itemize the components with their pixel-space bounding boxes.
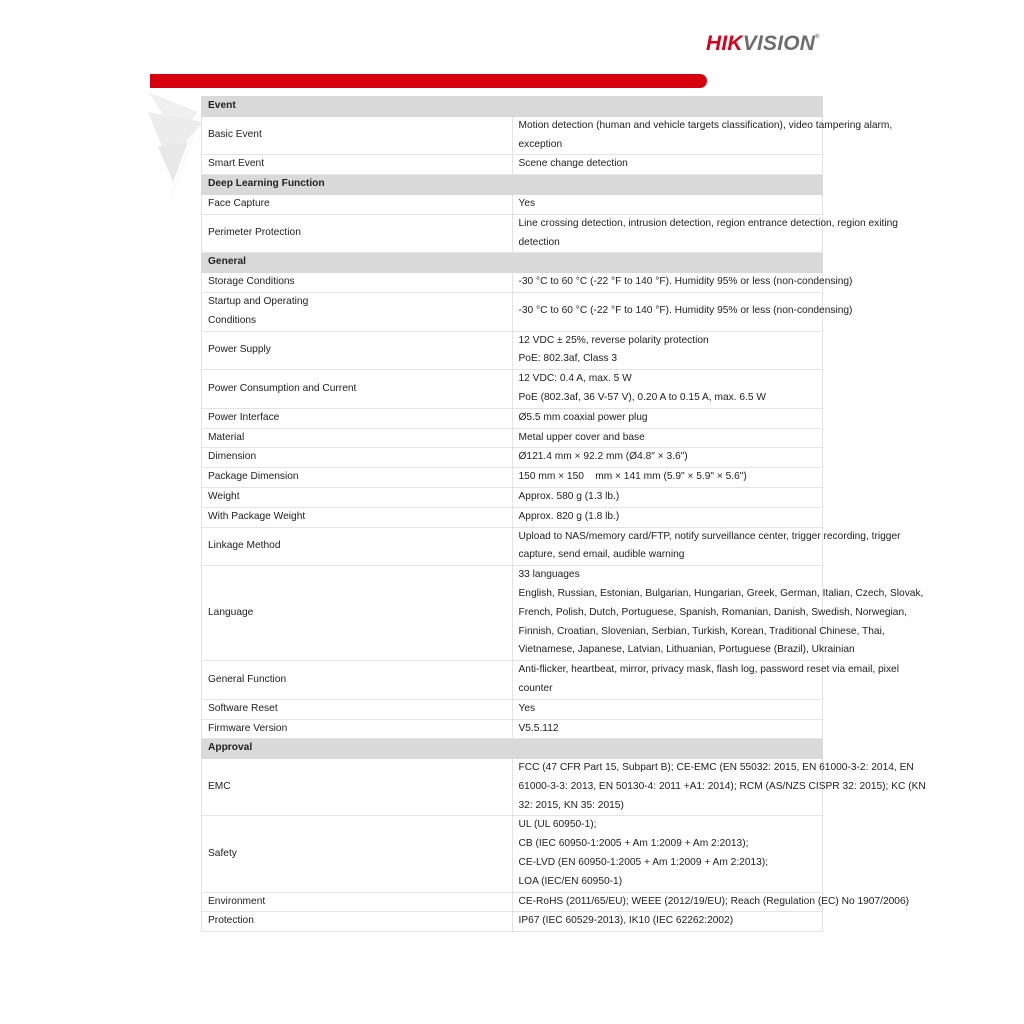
spec-value xyxy=(512,214,898,253)
spec-label xyxy=(202,759,513,816)
spec-label xyxy=(202,214,513,253)
section-header-row xyxy=(202,253,823,273)
spec-label-line: General Function xyxy=(208,673,287,685)
spec-label xyxy=(202,448,513,468)
spec-value xyxy=(512,155,823,175)
spec-label-line: EMC xyxy=(208,780,231,792)
spec-row xyxy=(202,487,823,507)
spec-value-line: Line crossing detection, intrusion detection, region entrance detection, region exiting xyxy=(518,217,898,229)
spec-value-line: exception xyxy=(518,138,563,150)
section-title: Approval xyxy=(202,739,823,759)
spec-label-line: Smart Event xyxy=(208,158,265,170)
spec-label-line: Linkage Method xyxy=(208,539,281,551)
spec-value-line: Yes xyxy=(518,197,536,209)
spec-value xyxy=(512,448,823,468)
spec-label-line: Protection xyxy=(208,915,254,927)
spec-value xyxy=(512,816,823,892)
spec-value xyxy=(512,273,853,293)
spec-label-line: Face Capture xyxy=(208,197,270,209)
spec-value xyxy=(512,292,853,331)
spec-value-line: CE-RoHS (2011/65/EU); WEEE (2012/19/EU); Reach (Regulation (EC) No 1907/2006) xyxy=(518,895,910,907)
spec-value xyxy=(512,468,823,488)
section-title: General xyxy=(202,253,823,273)
spec-label xyxy=(202,116,513,155)
spec-row xyxy=(202,214,823,253)
spec-label xyxy=(202,699,513,719)
spec-row xyxy=(202,816,823,892)
spec-label-line: Power Consumption and Current xyxy=(208,382,357,394)
spec-row xyxy=(202,699,823,719)
spec-value-line: capture, send email, audible warning xyxy=(518,549,685,561)
spec-label-line: Basic Event xyxy=(208,129,262,141)
spec-value-line: Metal upper cover and base xyxy=(518,431,645,443)
spec-label xyxy=(202,292,513,331)
spec-value-line: Approx. 580 g (1.3 lb.) xyxy=(518,490,620,502)
section-title: Event xyxy=(202,97,823,117)
spec-label xyxy=(202,816,513,892)
spec-value xyxy=(512,759,926,816)
spec-value xyxy=(512,699,823,719)
spec-value-line: LOA (IEC/EN 60950-1) xyxy=(518,875,623,887)
spec-label xyxy=(202,566,513,661)
spec-row xyxy=(202,527,823,566)
spec-label-line: Material xyxy=(208,431,245,443)
spec-label xyxy=(202,428,513,448)
spec-value-line: Motion detection (human and vehicle targets classification), video tampering alarm, xyxy=(518,119,893,131)
spec-value xyxy=(512,719,823,739)
spec-value-line: Ø121.4 mm × 92.2 mm (Ø4.8" × 3.6") xyxy=(518,451,688,463)
spec-label-line: Weight xyxy=(208,490,240,502)
section-header-row xyxy=(202,739,823,759)
spec-value-line: detection xyxy=(518,236,560,248)
spec-value-line: Ø5.5 mm coaxial power plug xyxy=(518,411,648,423)
spec-label-line: Package Dimension xyxy=(208,471,299,483)
registered-mark: ® xyxy=(815,34,820,40)
spec-label-line: Perimeter Protection xyxy=(208,227,301,239)
spec-value xyxy=(512,507,823,527)
spec-row xyxy=(202,566,823,661)
spec-row xyxy=(202,507,823,527)
spec-value xyxy=(512,527,901,566)
spec-row xyxy=(202,408,823,428)
header-red-bar xyxy=(150,74,707,88)
spec-table xyxy=(201,96,926,932)
spec-row xyxy=(202,116,823,155)
spec-label xyxy=(202,487,513,507)
spec-row xyxy=(202,331,823,370)
spec-label xyxy=(202,892,513,912)
spec-value xyxy=(512,408,823,428)
logo-gray-part: VISION xyxy=(742,32,816,55)
spec-value-line: 12 VDC: 0.4 A, max. 5 W xyxy=(518,373,632,385)
spec-value-line: CB (IEC 60950-1:2005 + Am 1:2009 + Am 2:2013); xyxy=(518,838,749,850)
spec-value-line: 61000-3-3: 2013, EN 50130-4: 2011 +A1: 2014); RCM (AS/NZS CISPR 32: 2015); KC (KN xyxy=(518,780,926,792)
spec-label-line: Power Interface xyxy=(208,411,280,423)
spec-value-line: PoE: 802.3af, Class 3 xyxy=(518,353,618,365)
spec-label-line: Software Reset xyxy=(208,702,278,714)
spec-row xyxy=(202,892,823,912)
spec-label xyxy=(202,527,513,566)
spec-label-line: Storage Conditions xyxy=(208,276,295,288)
spec-value xyxy=(512,116,893,155)
section-header-row xyxy=(202,97,823,117)
spec-row xyxy=(202,194,823,214)
spec-value-line: 32: 2015, KN 35: 2015) xyxy=(518,799,624,811)
spec-row xyxy=(202,448,823,468)
spec-value-line: English, Russian, Estonian, Bulgarian, Hungarian, Greek, German, Italian, Czech, Slovak, xyxy=(518,587,924,599)
spec-value-line: -30 °C to 60 °C (-22 °F to 140 °F). Humidity 95% or less (non-condensing) xyxy=(518,305,853,317)
spec-label xyxy=(202,507,513,527)
spec-value-line: PoE (802.3af, 36 V-57 V), 0.20 A to 0.15 A, max. 6.5 W xyxy=(518,391,766,403)
spec-value-line: IP67 (IEC 60529-2013), IK10 (IEC 62262:2002) xyxy=(518,915,734,927)
spec-table-body xyxy=(202,97,926,932)
spec-value-line: Scene change detection xyxy=(518,158,628,170)
spec-value-line: Yes xyxy=(518,702,536,714)
spec-value-line: Approx. 820 g (1.8 lb.) xyxy=(518,510,620,522)
spec-row xyxy=(202,273,823,293)
spec-row xyxy=(202,759,823,816)
spec-label-line: Safety xyxy=(208,847,237,859)
spec-value xyxy=(512,912,823,932)
spec-value xyxy=(512,661,899,700)
spec-row xyxy=(202,468,823,488)
spec-value xyxy=(512,892,910,912)
spec-value-line: -30 °C to 60 °C (-22 °F to 140 °F). Humidity 95% or less (non-condensing) xyxy=(518,276,853,288)
spec-label xyxy=(202,912,513,932)
logo-red-part: HIK xyxy=(706,32,743,55)
spec-row xyxy=(202,719,823,739)
spec-value xyxy=(512,370,823,409)
spec-row xyxy=(202,661,823,700)
spec-row xyxy=(202,292,823,331)
spec-value-line: UL (UL 60950-1); xyxy=(518,819,597,831)
spec-label-line: Power Supply xyxy=(208,343,271,355)
spec-value xyxy=(512,428,823,448)
spec-row xyxy=(202,428,823,448)
spec-value xyxy=(512,194,823,214)
spec-label-line: Language xyxy=(208,606,254,618)
spec-value xyxy=(512,566,924,661)
spec-value-line: Finnish, Croatian, Slovenian, Serbian, Turkish, Korean, Traditional Chinese, Thai, xyxy=(518,625,885,637)
spec-label-line: Firmware Version xyxy=(208,722,288,734)
spec-label xyxy=(202,331,513,370)
spec-label xyxy=(202,468,513,488)
spec-value-line: 12 VDC ± 25%, reverse polarity protection xyxy=(518,334,709,346)
spec-value-line: Upload to NAS/memory card/FTP, notify surveillance center, trigger recording, trigger xyxy=(518,530,901,542)
spec-row xyxy=(202,370,823,409)
hikvision-logo xyxy=(706,32,820,56)
spec-label-line: Dimension xyxy=(208,451,257,463)
spec-label xyxy=(202,719,513,739)
spec-label xyxy=(202,408,513,428)
spec-value-line: Vietnamese, Japanese, Latvian, Lithuanian, Portuguese (Brazil), Ukrainian xyxy=(518,644,855,656)
spec-label xyxy=(202,370,513,409)
spec-value xyxy=(512,487,823,507)
spec-row xyxy=(202,155,823,175)
spec-label-line: Startup and Operating xyxy=(208,295,309,307)
spec-value-line: V5.5.112 xyxy=(518,722,559,734)
spec-label xyxy=(202,194,513,214)
spec-label xyxy=(202,661,513,700)
spec-label xyxy=(202,273,513,293)
spec-label xyxy=(202,155,513,175)
spec-label-line: Conditions xyxy=(208,314,257,326)
spec-value xyxy=(512,331,823,370)
spec-value-line: French, Polish, Dutch, Portuguese, Spanish, Romanian, Danish, Swedish, Norwegian, xyxy=(518,606,907,618)
spec-value-line: 150 mm × 150 mm × 141 mm (5.9" × 5.9" × 5.6") xyxy=(518,471,747,483)
spec-label-line: Environment xyxy=(208,895,266,907)
spec-value-line: FCC (47 CFR Part 15, Subpart B); CE-EMC (EN 55032: 2015, EN 61000-3-2: 2014, EN xyxy=(518,762,914,774)
spec-value-line: 33 languages xyxy=(518,569,580,581)
section-title: Deep Learning Function xyxy=(202,175,823,195)
spec-value-line: Anti-flicker, heartbeat, mirror, privacy mask, flash log, password reset via email, pixel xyxy=(518,664,899,676)
spec-value-line: CE-LVD (EN 60950-1:2005 + Am 1:2009 + Am 2:2013); xyxy=(518,857,769,869)
section-header-row xyxy=(202,175,823,195)
spec-value-line: counter xyxy=(518,682,553,694)
spec-label-line: With Package Weight xyxy=(208,510,306,522)
spec-row xyxy=(202,912,823,932)
